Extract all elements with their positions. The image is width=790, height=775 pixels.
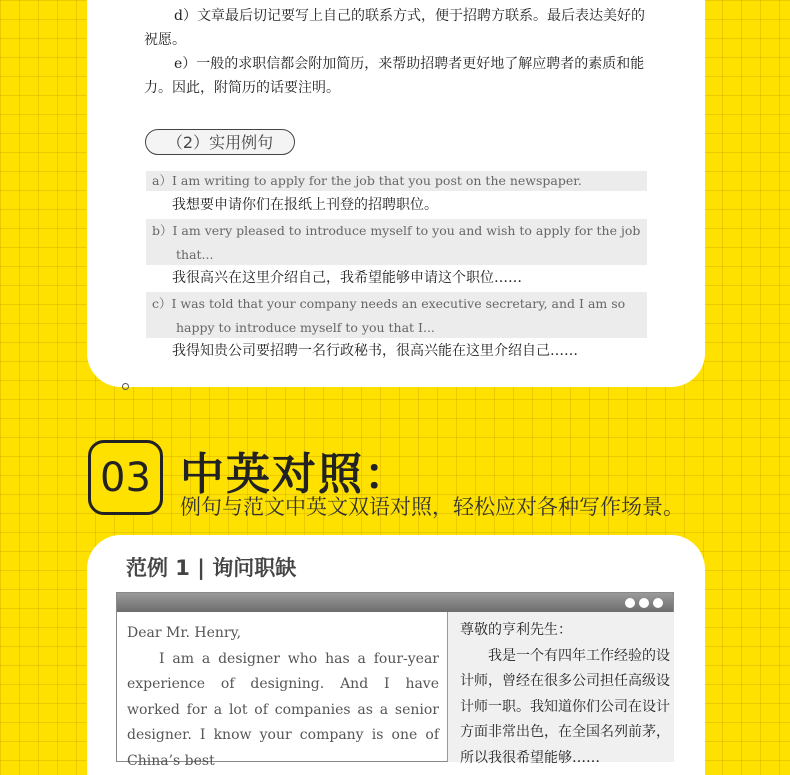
sentence-a-en: a）I am writing to apply for the job that you post on the newspaper. xyxy=(146,171,647,191)
example-heading: 范例 1 | 询问职缺 xyxy=(126,556,297,580)
feature-title: 中英对照： xyxy=(180,449,410,500)
section-number-badge: 03 xyxy=(88,440,163,515)
decor-dot xyxy=(122,383,129,390)
chinese-letter xyxy=(460,618,670,771)
window-title-bar xyxy=(117,593,673,612)
tip-e: e）一般的求职信都会附加简历，来帮助招聘者更好地了解应聘者的素质和能力。因此，附简历的话要注明。 xyxy=(144,56,645,96)
feature-subtitle: 例句与范文中英文双语对照，轻松应对各种写作场景。 xyxy=(180,495,684,519)
chinese-letter-panel xyxy=(447,612,674,766)
sentence-b-en-line2: that... xyxy=(176,247,214,262)
sentence-b-en-line1: b）I am very pleased to introduce myself to you and wish to apply for the job xyxy=(152,223,641,238)
tip-d: d）文章最后切记要写上自己的联系方式，便于招聘方联系。最后表达美好的祝愿。 xyxy=(144,8,645,48)
english-body: I am a designer who has a four-year experience of designing. And I have worked for a lot of companies as a senior designer. I know your company is one of China’s best xyxy=(127,650,439,769)
sentence-b-en xyxy=(146,219,647,265)
window-dot-icon xyxy=(653,598,663,608)
sentence-c-zh: 我得知贵公司要招聘一名行政秘书，很高兴能在这里介绍自己…… xyxy=(172,343,578,359)
window-dot-icon xyxy=(639,598,649,608)
section-title-pill: （2）实用例句 xyxy=(145,129,295,155)
sentence-a-zh: 我想要申请你们在报纸上刊登的招聘职位。 xyxy=(172,197,438,213)
english-salutation: Dear Mr. Henry, xyxy=(127,625,242,641)
chinese-salutation: 尊敬的亨利先生： xyxy=(460,622,572,638)
sentence-c-en-line1: c）I was told that your company needs an executive secretary, and I am so xyxy=(152,296,626,311)
example-window xyxy=(116,592,674,769)
sentence-c-en-line2: happy to introduce myself to you that I... xyxy=(176,320,435,335)
window-dot-icon xyxy=(625,598,635,608)
sentence-b-zh: 我很高兴在这里介绍自己，我希望能够申请这个职位…… xyxy=(172,270,522,286)
chinese-body: 我是一个有四年工作经验的设计师，曾经在很多公司担任高级设计师一职。我知道你们公司在设计方面非常出色，在全国名列前茅，所以我很希望能够…… xyxy=(460,647,670,766)
english-letter xyxy=(127,621,439,774)
sentence-c-en xyxy=(146,292,647,338)
